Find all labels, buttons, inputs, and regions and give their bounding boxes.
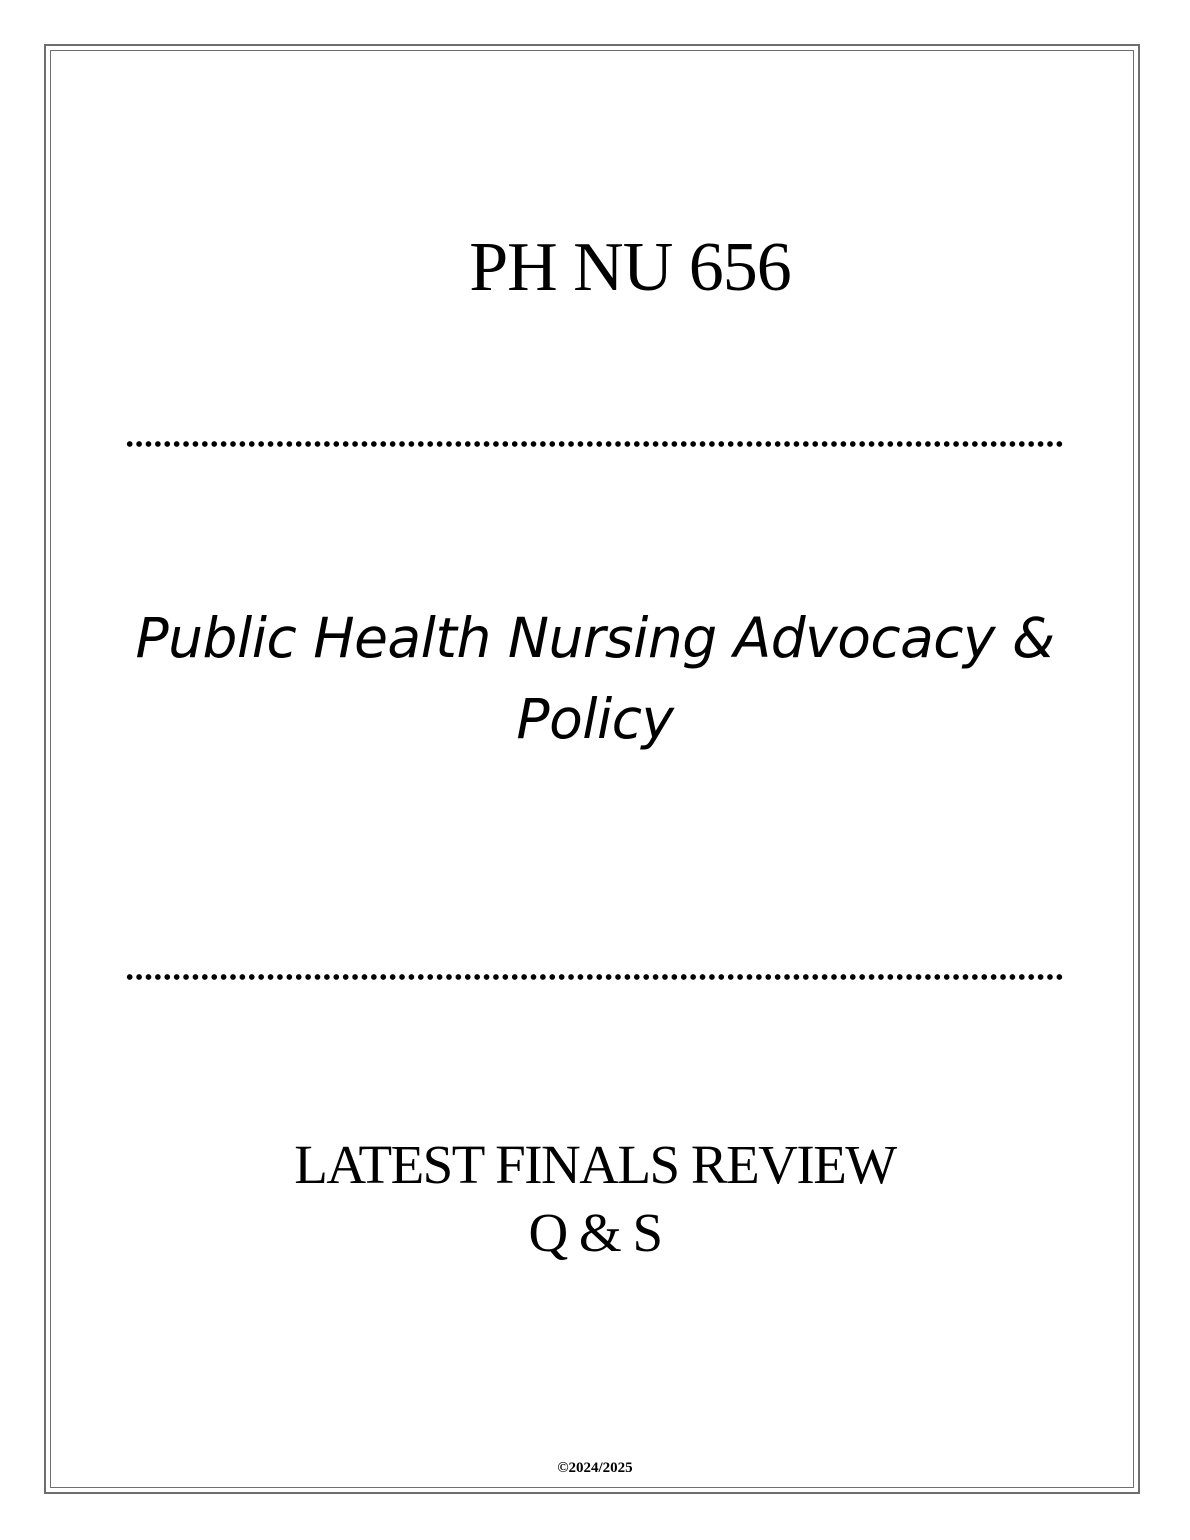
course-code: PH NU 656 — [469, 229, 791, 306]
review-title — [95, 1131, 1095, 1267]
course-title-line-1: Public Health Nursing Advocacy & — [135, 606, 1055, 670]
dotted-divider-bottom — [125, 973, 1064, 981]
course-title-line-2: Policy — [516, 687, 674, 751]
dotted-divider-top — [125, 440, 1064, 448]
copyright-notice: ©2024/2025 — [557, 1460, 633, 1476]
course-title — [95, 598, 1095, 760]
review-title-line-2: Q & S — [528, 1202, 662, 1263]
review-title-line-1: LATEST FINALS REVIEW — [294, 1134, 896, 1195]
